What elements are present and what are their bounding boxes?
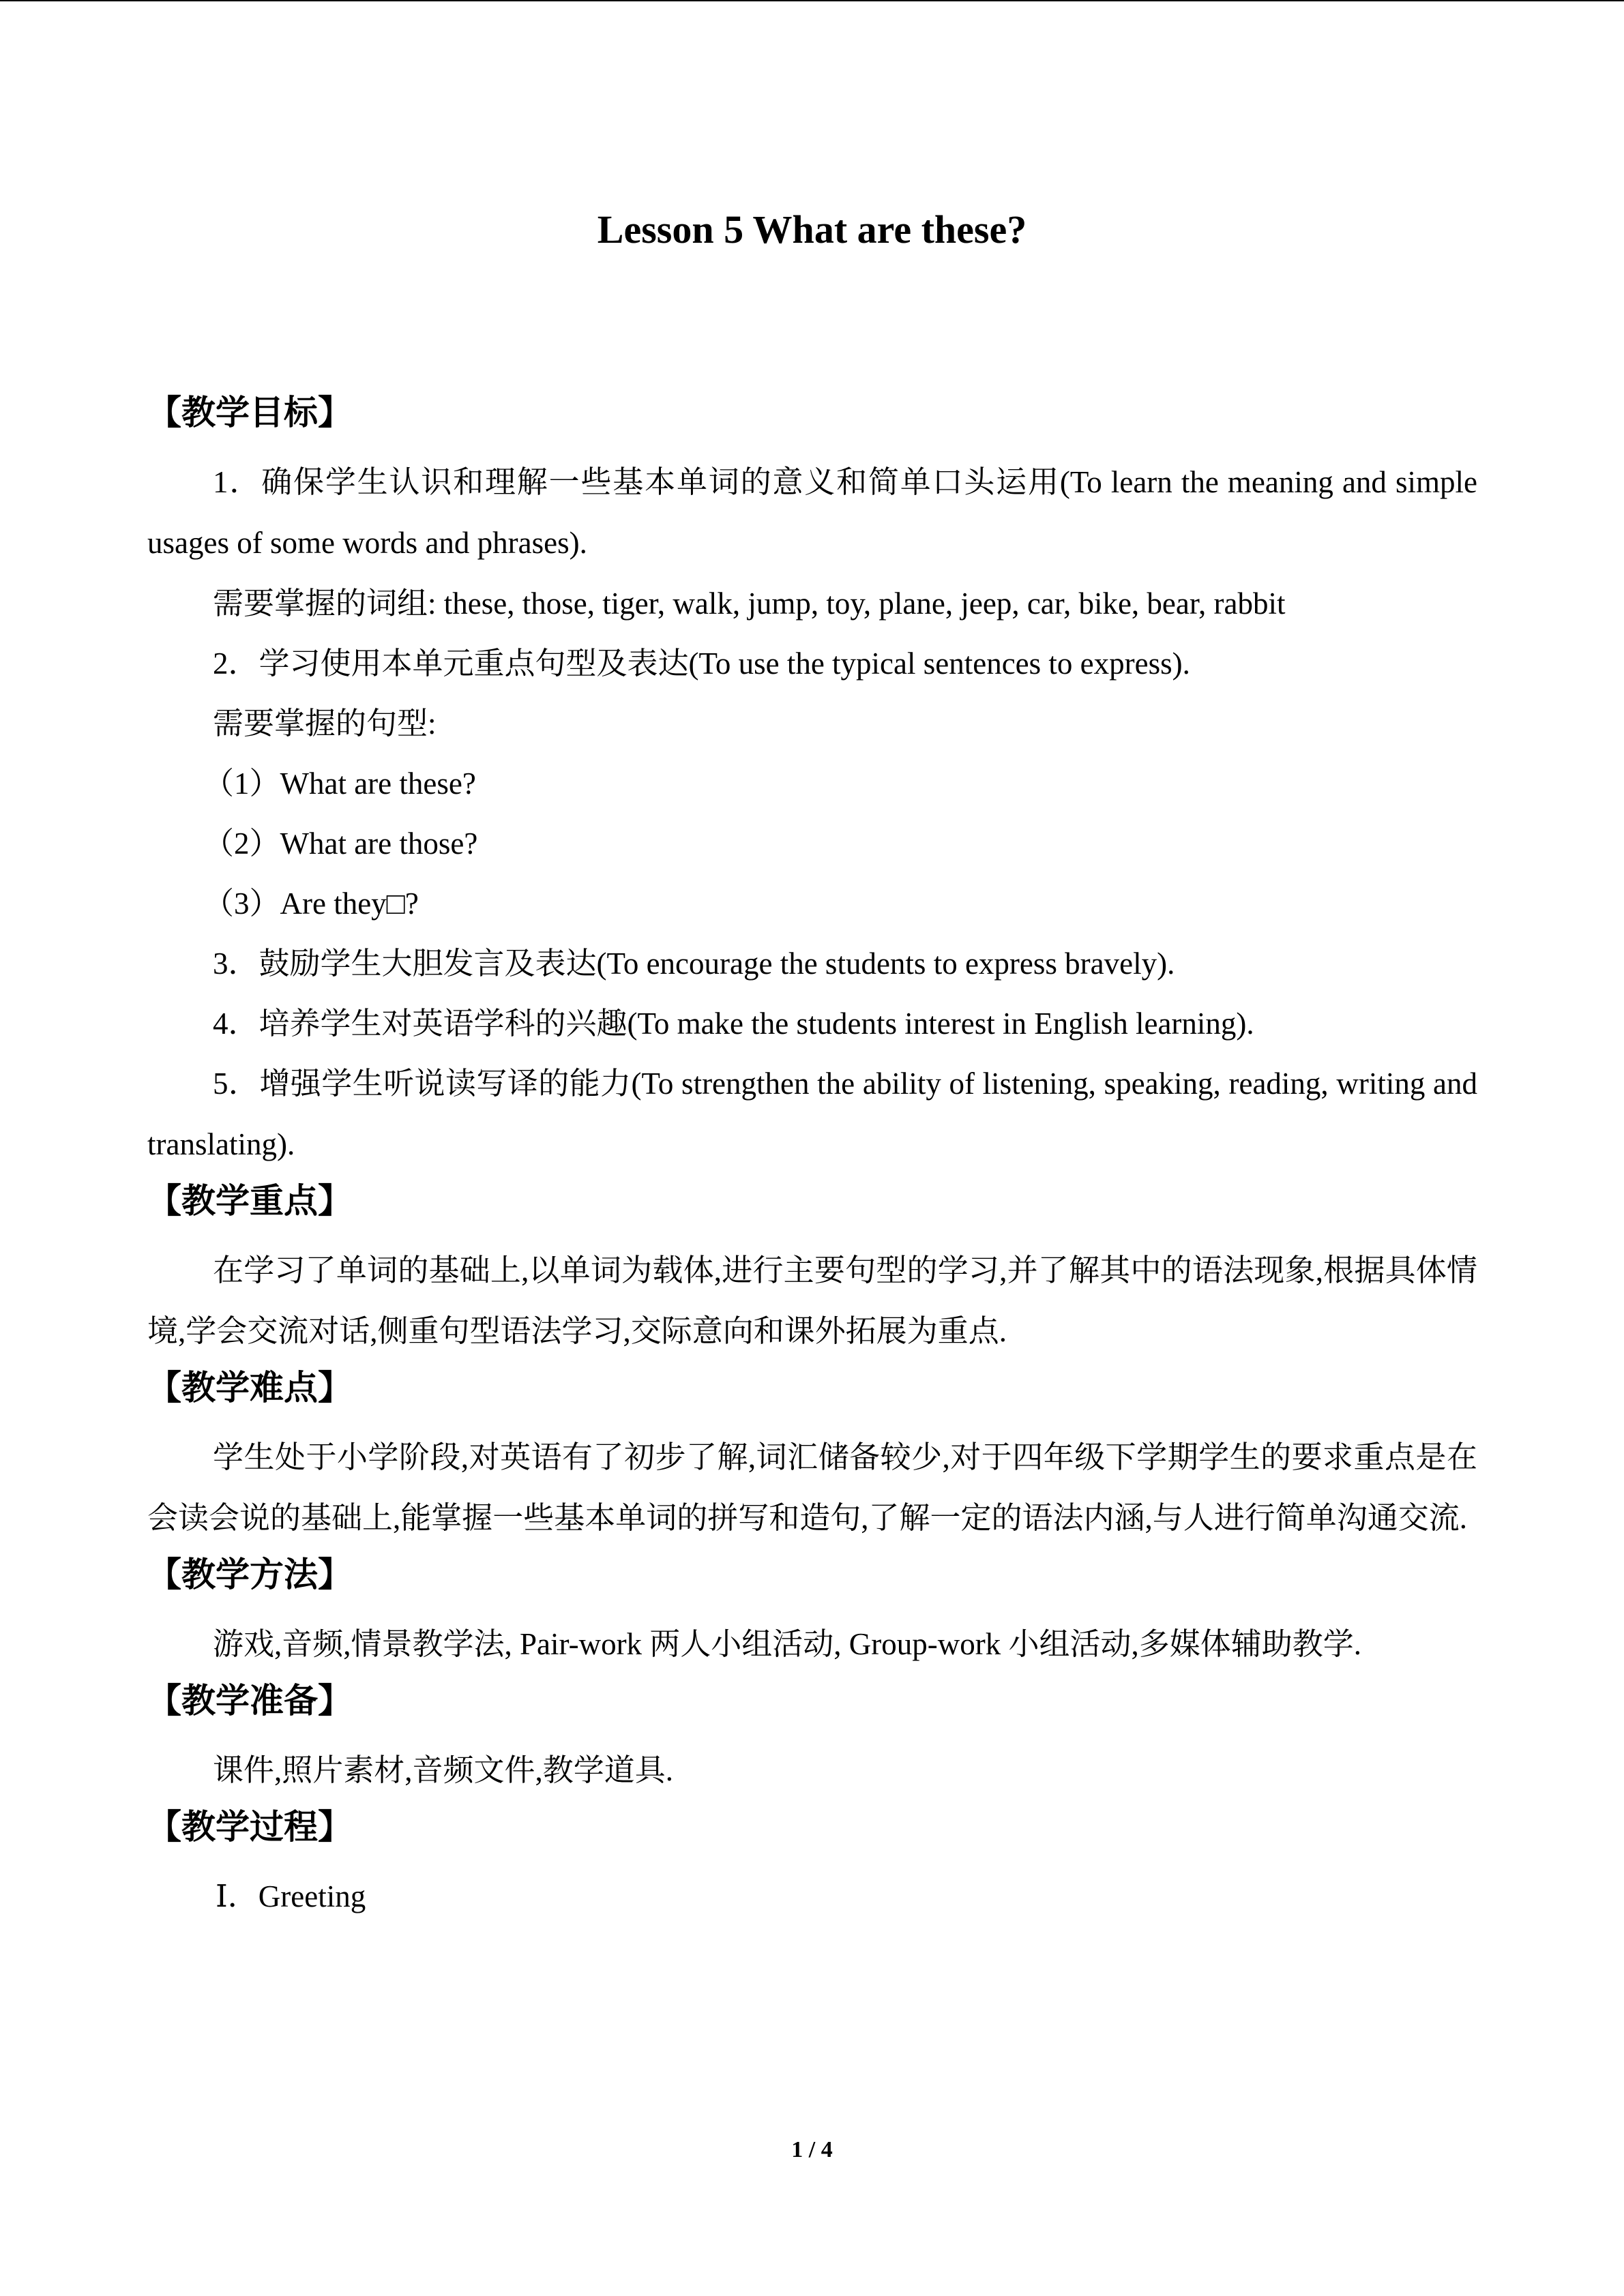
page-title: Lesson 5 What are these? bbox=[597, 207, 1027, 252]
page-number: 1 / 4 bbox=[791, 2137, 833, 2162]
objective-item-1: 1．确保学生认识和理解一些基本单词的意义和简单口头运用(To learn the meaning and simple usages of some words and phrases). bbox=[147, 465, 1477, 560]
key-points-text: 在学习了单词的基础上,以单词为载体,进行主要句型的学习,并了解其中的语法现象,根据具体情境,学会交流对话,侧重句型语法学习,交际意向和课外拓展为重点. bbox=[147, 1253, 1477, 1348]
difficulties-text: 学生处于小学阶段,对英语有了初步了解,词汇储备较少,对于四年级下学期学生的要求重点是在会读会说的基础上,能掌握一些基本单词的拼写和造句,了解一定的语法内涵,与人进行简单沟通交流. bbox=[147, 1440, 1477, 1535]
section-heading-key-points: 【教学重点】 bbox=[147, 1181, 352, 1221]
objective-item-5: 5．增强学生听说读写译的能力(To strengthen the ability of listening, speaking, reading, writing and translating). bbox=[147, 1067, 1477, 1161]
objective-item-2: 2．学习使用本单元重点句型及表达(To use the typical sentences to express). bbox=[213, 646, 1190, 681]
objective-item-4: 4．培养学生对英语学科的兴趣(To make the students interest in English learning). bbox=[213, 1007, 1254, 1041]
document-body bbox=[147, 387, 1477, 1926]
preparation-text: 课件,照片素材,音频文件,教学道具. bbox=[213, 1753, 674, 1787]
process-step-1: Ⅰ．Greeting bbox=[216, 1879, 366, 1913]
objective-words-line: 需要掌握的词组: these, those, tiger, walk, jump, toy, plane, jeep, car, bike, bear, rabbit bbox=[213, 586, 1286, 621]
section-heading-difficulties: 【教学难点】 bbox=[147, 1368, 352, 1407]
section-heading-process: 【教学过程】 bbox=[147, 1807, 352, 1847]
methods-text: 游戏,音频,情景教学法, Pair-work 两人小组活动, Group-work 小组活动,多媒体辅助教学. bbox=[213, 1627, 1362, 1661]
objective-sentences-label: 需要掌握的句型: bbox=[213, 706, 437, 741]
objective-sentence-2: （2）What are those? bbox=[203, 826, 478, 861]
section-heading-preparation: 【教学准备】 bbox=[147, 1681, 352, 1720]
objective-item-3: 3．鼓励学生大胆发言及表达(To encourage the students to express bravely). bbox=[213, 946, 1175, 981]
section-heading-methods: 【教学方法】 bbox=[147, 1555, 352, 1594]
objective-sentence-3: （3）Are they□? bbox=[203, 886, 419, 921]
section-heading-objectives: 【教学目标】 bbox=[147, 393, 352, 432]
objective-sentence-1: （1）What are these? bbox=[203, 766, 476, 801]
